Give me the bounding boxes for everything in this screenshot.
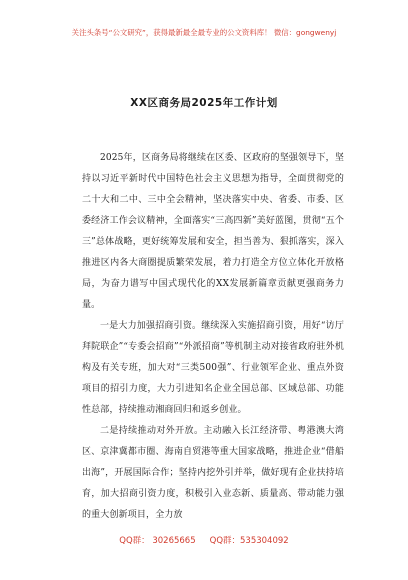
paragraph-investment: 一是大力加强招商引资。继续深入实施招商引资，用好“访厅拜院联企”“专委会招商”“外派招商”等机制主动对接省政府驻外机构及有关专班，加大对“三类500强”、行业领军企业、重点外资项目的招引力度，大力引进知名企业全国总部、区域总部、功能性总部，持续推动湘商回归和返乡创业。 <box>82 321 344 415</box>
paragraph-opening-up: 二是持续推动对外开放。主动融入长江经济带、粤港澳大湾区、京津冀都市圈、海南自贸港等重大国家战略，推进企业“借船出海”，开展国际合作；坚持内挖外引并举，做好现有企业扶持培育，加大招商引资力度，积极引入业态新、质量高、带动能力强的重大创新项目，全力放 <box>82 426 344 520</box>
document-title: XX区商务局2025年工作计划 <box>130 97 278 109</box>
footer-qq-group-1: QQ群： 30265665 <box>119 536 196 546</box>
document-body <box>82 148 344 526</box>
footer-qq-groups <box>0 535 408 547</box>
header-banner: 关注头条号“公文研究”，获得最新最全最专业的公文资料库！ 微信：gongwenyj <box>71 28 337 37</box>
paragraph-intro: 2025年，区商务局将继续在区委、区政府的坚强领导下，坚持以习近平新时代中国特色社会主义思想为指导，全面贯彻党的二十大和二中、三中全会精神，坚决落实中央、省委、市委、区委经济工作会议精神，全面落实“三高四新”美好蓝图，贯彻“五个三”总体战略，更好统筹发展和安全，担当善为、狠抓落实，深入推进区内各大商圈提质繁荣发展，着力打造全方位立体化开放格局，为奋力谱写中国式现代化的XX发展新篇章贡献更强商务力量。 <box>82 153 344 310</box>
footer-qq-group-2: QQ群：535304092 <box>209 536 289 546</box>
